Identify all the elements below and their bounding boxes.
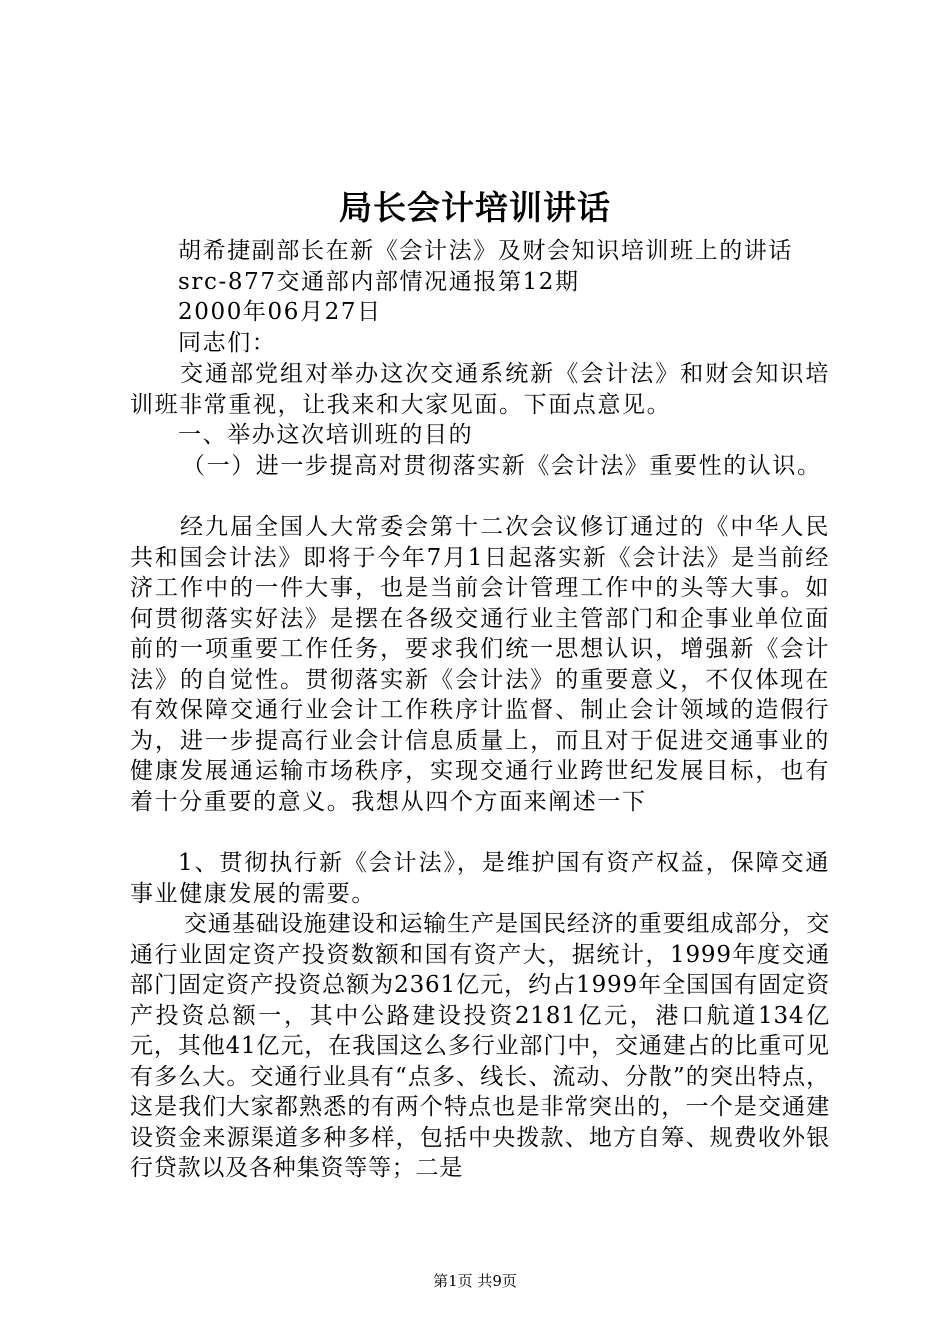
salutation: 同志们：	[178, 330, 277, 356]
source-line: src-877交通部内部情况通报第12期	[178, 269, 580, 295]
page-number-footer: 第1页 共9页	[433, 1272, 517, 1290]
section-heading-1: 一、举办这次培训班的目的	[178, 422, 474, 448]
paragraph-intro: 交通部党组对举办这次交通系统新《会计法》和财会知识培训班非常重视，让我来和大家见面。下面点意见。	[130, 361, 830, 418]
subsection-heading-1: （一）进一步提高对贯彻落实新《会计法》重要性的认识。	[182, 453, 822, 479]
speech-subtitle: 胡希捷副部长在新《会计法》及财会知识培训班上的讲话	[178, 238, 793, 264]
point-heading-1: 1、贯彻执行新《会计法》，是维护国有资产权益，保障交通事业健康发展的需要。	[130, 850, 830, 907]
paragraph-infrastructure: 交通基础设施建设和运输生产是国民经济的重要组成部分，交通行业固定资产投资数额和国有资产大，据统计，1999年度交通部门固定资产投资总额为2361亿元，约占1999年全国国有固定资产投资总额一，其中公路建设投资2181亿元，港口航道134亿元，其他41亿元，在我国这么多行业部门中，交通建占的比重可见有多么大。交通行业具有“点多、线长、流动、分散”的突出特点，这是我们大家都熟悉的有两个特点也是非常突出的，一个是交通建设资金来源渠道多种多样，包括中央拨款、地方自筹、规费收外银行贷款以及各种集资等等；二是	[130, 911, 830, 1181]
paragraph-significance: 经九届全国人大常委会第十二次会议修订通过的《中华人民共和国会计法》即将于今年7月1日起落实新《会计法》是当前经济工作中的一件大事，也是当前会计管理工作中的头等大事。如何贯彻落实好法》是摆在各级交通行业主管部门和企事业单位面前的一项重要工作任务，要求我们统一思想认识，增强新《会计法》的自觉性。贯彻落实新《会计法》的重要意义，不仅体现在有效保障交通行业会计工作秩序计监督、制止会计领域的造假行为，进一步提高行业会计信息质量上，而且对于促进交通事业的健康发展通运输市场秩序，实现交通行业跨世纪发展目标，也有着十分重要的意义。我想从四个方面来阐述一下	[130, 514, 830, 815]
document-title: 局长会计培训讲话	[339, 188, 611, 227]
date-line: 2000年06月27日	[178, 299, 382, 325]
